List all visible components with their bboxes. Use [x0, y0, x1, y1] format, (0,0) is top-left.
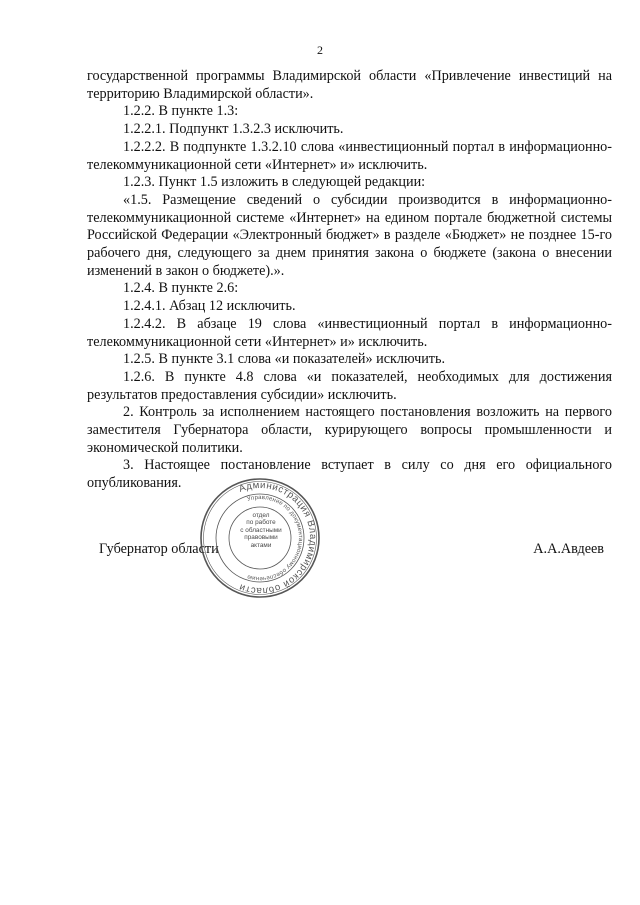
stamp-center-text — [235, 512, 287, 549]
signatory-name: А.А.Авдеев — [533, 541, 604, 557]
signatory-title: Губернатор области — [99, 541, 219, 557]
paragraph: 3. Настоящее постановление вступает в силу со дня его официального опубликования. — [87, 457, 612, 492]
stamp-center-line: отдел — [252, 512, 270, 519]
paragraph: 1.2.6. В пункте 4.8 слова «и показателей, необходимых для достижения результатов предоставления субсидии» исключить. — [87, 368, 612, 403]
paragraph: «1.5. Размещение сведений о субсидии производится в информационно-телекоммуникационной системе «Интернет» на едином портале бюджетной системы Российской Федерации «Электронный бюджет» в разделе «Бюджет» не позднее 15-го рабочего дня, следующего за днем принятия закона о бюджете (закона о внесении изменений в закон о бюджете).». — [87, 191, 612, 279]
paragraph: 1.2.4. В пункте 2.6: — [123, 280, 239, 297]
stamp-center-line: по работе — [246, 519, 276, 527]
paragraph: 1.2.5. В пункте 3.1 слова «и показателей» исключить. — [123, 351, 446, 368]
paragraph: 1.2.4.1. Абзац 12 исключить. — [123, 298, 296, 315]
stamp-center-line: с областными — [240, 526, 282, 534]
stamp-center-line: актами — [250, 541, 272, 549]
stamp-outer-text: Администрация Владимирской области — [237, 479, 319, 597]
paragraph: государственной программы Владимирской области «Привлечение инвестиций на территорию Владимирской области». — [87, 68, 612, 102]
signature-block — [87, 541, 612, 561]
paragraph: 1.2.2.1. Подпункт 1.3.2.3 исключить. — [123, 121, 344, 138]
document-body — [87, 68, 612, 493]
stamp-middle-text: Управление по документационному обеспечению — [246, 494, 304, 582]
paragraph: 1.2.2.2. В подпункте 1.3.2.10 слова «инвестиционный портал в информационно-телекоммуникационной сети «Интернет» и» исключить. — [87, 138, 612, 173]
paragraph: 1.2.3. Пункт 1.5 изложить в следующей редакции: — [123, 174, 426, 191]
official-stamp — [198, 476, 322, 600]
paragraph: 1.2.2. В пункте 1.3: — [123, 103, 239, 120]
paragraph: 1.2.4.2. В абзаце 19 слова «инвестиционный портал в информационно-телекоммуникационной сети «Интернет» и» исключить. — [87, 315, 612, 350]
page-number: 2 — [317, 43, 323, 57]
stamp-center-line: правовыми — [244, 534, 278, 542]
paragraph: 2. Контроль за исполнением настоящего постановления возложить на первого заместителя Губернатора области, курирующего вопросы промышленности и экономической политики. — [87, 404, 612, 456]
